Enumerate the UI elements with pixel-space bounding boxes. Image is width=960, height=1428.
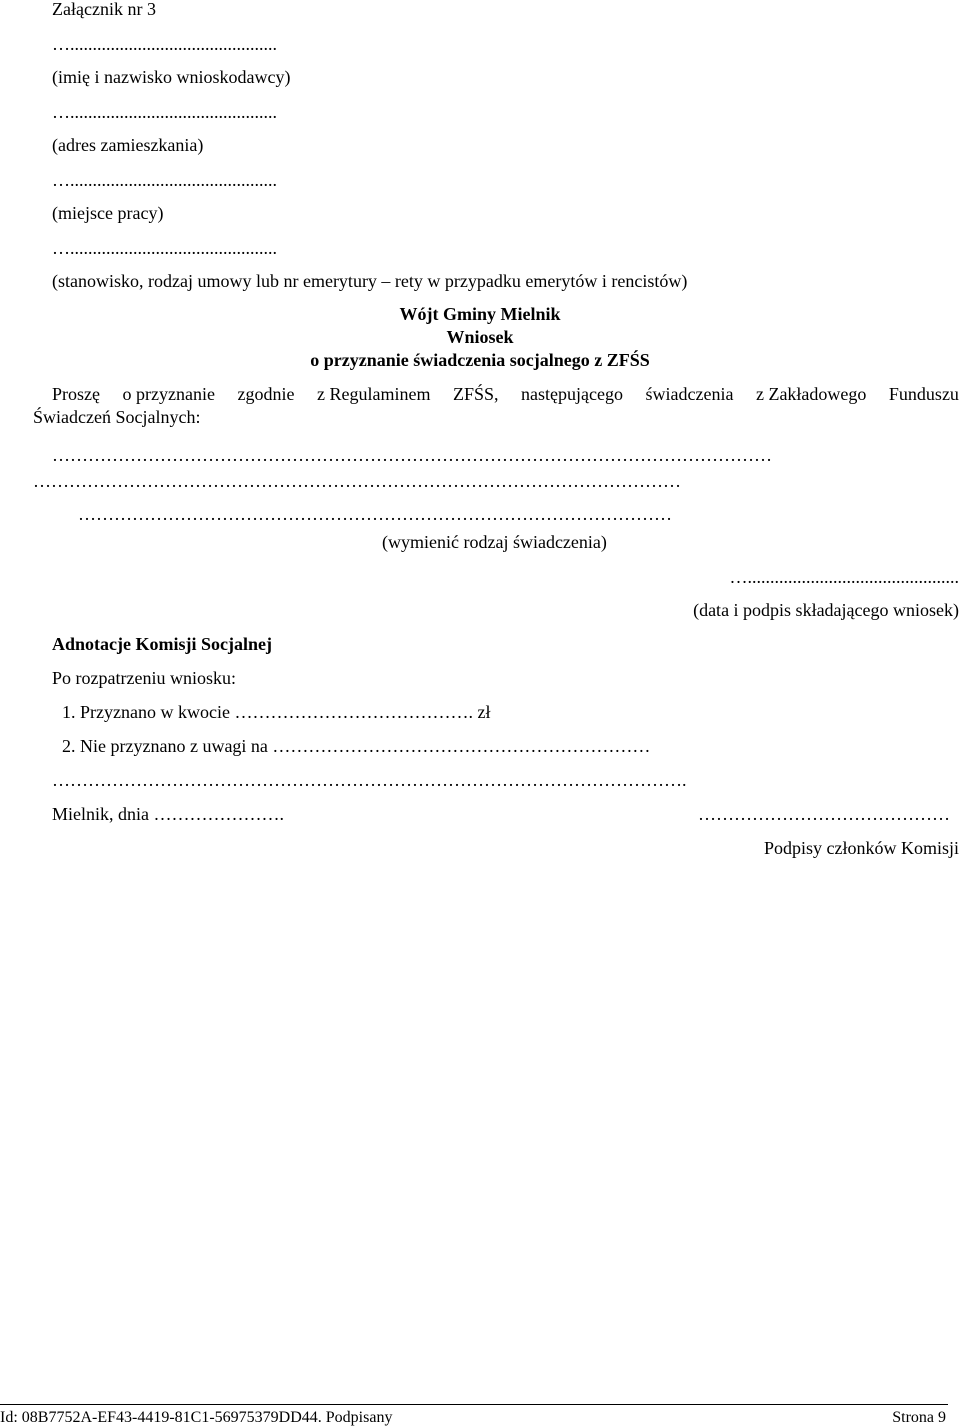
commission-signatures-caption: Podpisy członków Komisji [763, 838, 959, 858]
request-word: Proszę [52, 384, 100, 404]
benefit-blank-line-2: ……………………………………………………………………………………………… [33, 471, 681, 491]
reason-continuation-line: ……………………………………………………………………………………………. [52, 770, 687, 790]
commission-heading: Adnotacje Komisji Socjalnej [52, 634, 272, 654]
annex-label: Załącznik nr 3 [52, 0, 156, 19]
applicant-name-caption: (imię i nazwisko wnioskodawcy) [52, 67, 291, 87]
benefit-blank-line-3: ……………………………………………………………………………………… [78, 504, 672, 524]
not-granted-reason-line: 2. Nie przyznano z uwagi na ……………………………………………………… [62, 736, 651, 756]
applicant-position-caption: (stanowisko, rodzaj umowy lub nr emerytury – rety w przypadku emerytów i rencistów) [52, 271, 688, 291]
applicant-address-line: ….............................................. [52, 102, 277, 122]
applicant-address-caption: (adres zamieszkania) [52, 135, 204, 155]
request-word: zgodnie [237, 384, 295, 404]
commission-signatures-line: …………………………………… [698, 804, 950, 824]
request-word: ZFŚS, [452, 384, 499, 404]
request-word: o przyznanie [122, 384, 215, 404]
applicant-name-line: ….............................................. [52, 34, 277, 54]
footer-document-id: Id: 08B7752A-EF43-4419-81C1-56975379DD44. Podpisany [0, 1409, 393, 1426]
benefit-blank-line-1: ………………………………………………………………………………………………………… [52, 445, 772, 465]
request-word: z Zakładowego [755, 384, 867, 404]
document-subject-title: o przyznanie świadczenia socjalnego z ZFŚS [310, 350, 650, 370]
footer-divider [0, 1404, 948, 1405]
request-word: z Regulaminem [316, 384, 431, 404]
footer-page-number: Strona 9 [892, 1409, 946, 1426]
applicant-signature-caption: (data i podpis składającego wniosek) [693, 600, 959, 620]
request-paragraph-line-1 [52, 383, 959, 405]
document-type-title: Wniosek [446, 327, 514, 347]
applicant-workplace-line: ….............................................. [52, 170, 277, 190]
applicant-signature-line: …............................................... [729, 567, 959, 587]
request-word: Funduszu [888, 384, 959, 404]
after-review-label: Po rozpatrzeniu wniosku: [52, 668, 236, 688]
benefit-caption: (wymienić rodzaj świadczenia) [382, 532, 607, 552]
request-word: następującego [521, 384, 623, 404]
addressee-title: Wójt Gminy Mielnik [399, 304, 561, 324]
place-date-line: Mielnik, dnia …………………. [52, 804, 284, 824]
granted-amount-line: 1. Przyznano w kwocie …………………………………. zł [62, 702, 491, 722]
applicant-workplace-caption: (miejsce pracy) [52, 203, 164, 223]
request-word: świadczenia [645, 384, 734, 404]
applicant-position-line: ….............................................. [52, 238, 277, 258]
request-paragraph-line-2: Świadczeń Socjalnych: [33, 407, 201, 427]
